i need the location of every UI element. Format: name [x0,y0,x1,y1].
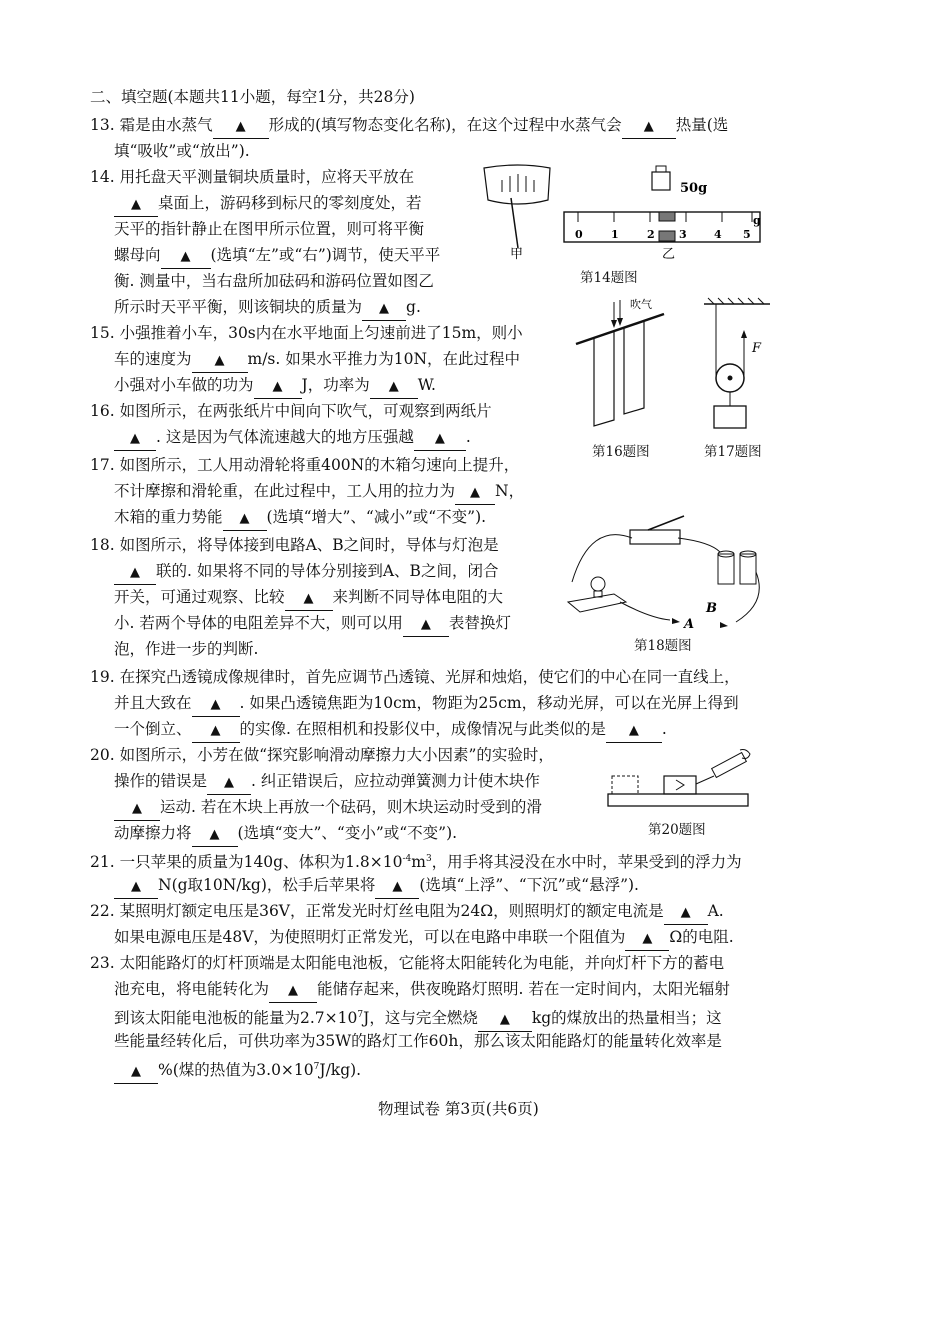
rider-bottom [659,231,675,241]
question-21-line-2: ▲ N(g取10N/kg)，松手后苹果将 ▲ (选填“上浮”、“下沉”或“悬浮”). [114,874,639,899]
answer-blank[interactable]: ▲ [606,718,662,743]
answer-blank[interactable]: ▲ [370,374,418,399]
answer-blank[interactable]: ▲ [114,874,158,899]
question-23-line-5: ▲ %(煤的热值为$3.0\times 10^7J/kg$). [114,1056,361,1084]
question-18-line-1: 18. 如图所示，将导体接到电路A、B之间时，导体与灯泡是 [90,536,499,554]
scale-unit: g [753,214,761,227]
page-footer: 物理试卷 第3页(共6页) [378,1100,539,1118]
scale-tick-2: 2 [647,228,655,241]
question-14-line-6: 所示时天平平衡，则该铜块的质量为 ▲ g. [114,296,421,321]
clip-b [720,622,728,628]
clip-a [672,618,680,624]
scale-tick-0: 0 [575,228,583,241]
battery-2 [740,554,756,584]
answer-blank[interactable]: ▲ [192,348,248,373]
answer-blank[interactable]: ▲ [285,586,333,611]
wire [572,535,632,582]
answer-blank[interactable]: ▲ [455,480,495,505]
question-19-line-1: 19. 在探究凸透镜成像规律时，首先应调节凸透镜、光屏和烛焰，使它们的中心在同一直线上， [90,668,740,686]
answer-blank[interactable]: ▲ [192,692,240,717]
wooden-block [664,776,696,794]
paper-sheet-right [624,321,644,414]
question-14-line-5: 衡. 测量中，当右盘所加砝码和游码位置如图乙 [114,272,434,290]
figure-label-yi: 乙 [662,247,676,262]
question-23-line-2: 池充电，将电能转化为 ▲ 能储存起来，供夜晚路灯照明. 若在一定时间内，太阳光辐射 [114,978,730,1003]
question-20-line-2: 操作的错误是 ▲ . 纠正错误后，应拉动弹簧测力计使木块作 [114,770,540,795]
answer-blank[interactable]: ▲ [207,770,251,795]
section-title: 二、填空题(本题共11小题，每空1分，共28分) [90,88,415,106]
answer-blank[interactable]: ▲ [375,874,419,899]
figure-20 [606,746,756,816]
question-17-line-1: 17. 如图所示，工人用动滑轮将重400N的木箱匀速向上提升， [90,456,520,474]
question-18-line-5: 泡，作进一步的判断. [114,640,259,658]
figure-14-caption: 第14题图 [580,270,638,286]
wire [620,602,670,620]
scale-tick-5: 5 [743,228,751,241]
rider-scale [564,212,760,242]
question-20-line-1: 20. 如图所示，小芳在做“探究影响滑动摩擦力大小因素”的实验时， [90,746,554,764]
question-21-line-1: 21. 一只苹果的质量为140g、体积为$1.8\times 10^{-4}m^3$，用手将其浸没在水中时，苹果受到的浮力为 [90,853,742,872]
figure-18-caption: 第18题图 [634,638,692,654]
question-14-line-3: 天平的指针静止在图甲所示位置，则可将平衡 [114,220,425,238]
answer-blank[interactable]: ▲ [664,900,708,925]
battery-1 [718,554,734,584]
paper-sheet-left [594,331,614,426]
block-ghost [612,776,638,794]
answer-blank[interactable]: ▲ [213,114,269,139]
hand [740,750,750,759]
wire [678,538,720,552]
rider-top [659,212,675,221]
board [608,794,748,806]
figure-16 [572,294,682,434]
question-20-line-4: 动摩擦力将 ▲ (选填“变大”、“变小”或“不变”). [114,822,457,847]
figure-18 [560,502,780,632]
weight-50g [652,166,670,190]
answer-blank[interactable]: ▲ [114,1059,158,1084]
question-13-line-1: 13. 霜是由水蒸气 ▲ 形成的(填写物态变化名称)，在这个过程中水蒸气会 ▲ 热量(选 [90,114,728,139]
question-19-line-3: 一个倒立、 ▲ 的实像. 在照相机和投影仪中，成像情况与此类似的是 ▲ . [114,718,667,743]
question-15-line-1: 15. 小强推着小车，30s内在水平地面上匀速前进了15m，则小 [90,324,523,342]
answer-blank[interactable]: ▲ [192,718,240,743]
figure-17 [700,294,780,434]
weight-label: 50g [680,181,708,196]
wooden-box [714,406,746,428]
answer-blank[interactable]: ▲ [254,374,302,399]
answer-blank[interactable]: ▲ [269,978,317,1003]
question-18-line-2: ▲ 联的. 如果将不同的导体分别接到A、B之间，闭合 [114,560,498,585]
figure-16-caption: 第16题图 [592,444,650,460]
answer-blank[interactable]: ▲ [403,612,449,637]
answer-blank[interactable]: ▲ [223,506,267,531]
answer-blank[interactable]: ▲ [478,1007,532,1032]
pointer-needle [511,198,518,248]
force-label: F [752,341,762,356]
answer-blank[interactable]: ▲ [414,426,466,451]
answer-blank[interactable]: ▲ [622,114,676,139]
question-19-line-2: 并且大致在 ▲ . 如果凸透镜焦距为10cm，物距为25cm，移动光屏，可以在光屏上得到 [114,692,739,717]
answer-blank[interactable]: ▲ [114,426,156,451]
question-17-line-3: 木箱的重力势能 ▲ (选填“增大”、“减小”或“不变”). [114,506,486,531]
question-17-line-2: 不计摩擦和滑轮重，在此过程中，工人用的拉力为 ▲ N， [114,480,524,505]
lamp-bulb [591,577,605,591]
answer-blank[interactable]: ▲ [114,560,156,585]
answer-blank[interactable]: ▲ [161,244,211,269]
figure-label-jia: 甲 [510,247,524,262]
question-22-line-2: 如果电源电压是48V，为使照明灯正常发光，可以在电路中串联一个阻值为 ▲ Ω的电阻. [114,926,734,951]
figure-17-caption: 第17题图 [704,444,762,460]
scale-tick-1: 1 [611,228,619,241]
scale-tick-4: 4 [714,228,722,241]
switch-knife [648,516,684,530]
question-20-line-3: ▲ 运动. 若在木块上再放一个砝码，则木块运动时受到的滑 [114,796,542,821]
question-23-line-3: 到该太阳能电池板的能量为$2.7\times 10^7J$，这与完全燃烧 ▲ kg的煤放出的热量相当；这 [114,1004,722,1032]
answer-blank[interactable]: ▲ [114,192,158,217]
question-15-line-3: 小强对小车做的功为 ▲ J，功率为 ▲ W. [114,374,436,399]
question-14-line-4: 螺母向 ▲ (选填“左”或“右”)调节，使天平平 [114,244,440,269]
answer-blank[interactable]: ▲ [192,822,238,847]
question-13-line-2: 填“吸收”或“放出”). [114,142,250,160]
question-14-line-1: 14. 用托盘天平测量铜块质量时，应将天平放在 [90,168,415,186]
switch-base [630,530,680,544]
terminal-a-label: A [684,617,695,632]
spring-scale [712,753,747,778]
scale-tick-3: 3 [679,228,687,241]
question-18-line-3: 开关，可通过观察、比较 ▲ 来判断不同导体电阻的大 [114,586,503,611]
figure-20-caption: 第20题图 [648,822,706,838]
balance-pointer-dial [484,165,550,248]
question-22-line-1: 22. 某照明灯额定电压是36V，正常发光时灯丝电阻为24Ω，则照明灯的额定电流是 ▲ A. [90,900,724,925]
question-18-line-4: 小. 若两个导体的电阻差异不大，则可以用 ▲ 表替换灯 [114,612,511,637]
question-16-line-1: 16. 如图所示，在两张纸片中间向下吹气，可观察到两纸片 [90,402,492,420]
terminal-b-label: B [706,601,717,616]
answer-blank[interactable]: ▲ [362,296,406,321]
question-14-line-2: ▲ 桌面上，游码移到标尺的零刻度处，若 [114,192,422,217]
question-15-line-2: 车的速度为 ▲ m/s. 如果水平推力为10N，在此过程中 [114,348,520,373]
answer-blank[interactable]: ▲ [625,926,669,951]
question-23-line-4: 些能量经转化后，可供功率为35W的路灯工作60h，那么该太阳能路灯的能量转化效率是 [114,1032,722,1050]
question-16-line-2: ▲ . 这是因为气体流速越大的地方压强越 ▲ . [114,426,471,451]
answer-blank[interactable]: ▲ [114,796,160,821]
question-23-line-1: 23. 太阳能路灯的灯杆顶端是太阳能电池板，它能将太阳能转化为电能，并向灯杆下方的蓄电 [90,954,725,972]
blow-label: 吹气 [630,298,652,311]
